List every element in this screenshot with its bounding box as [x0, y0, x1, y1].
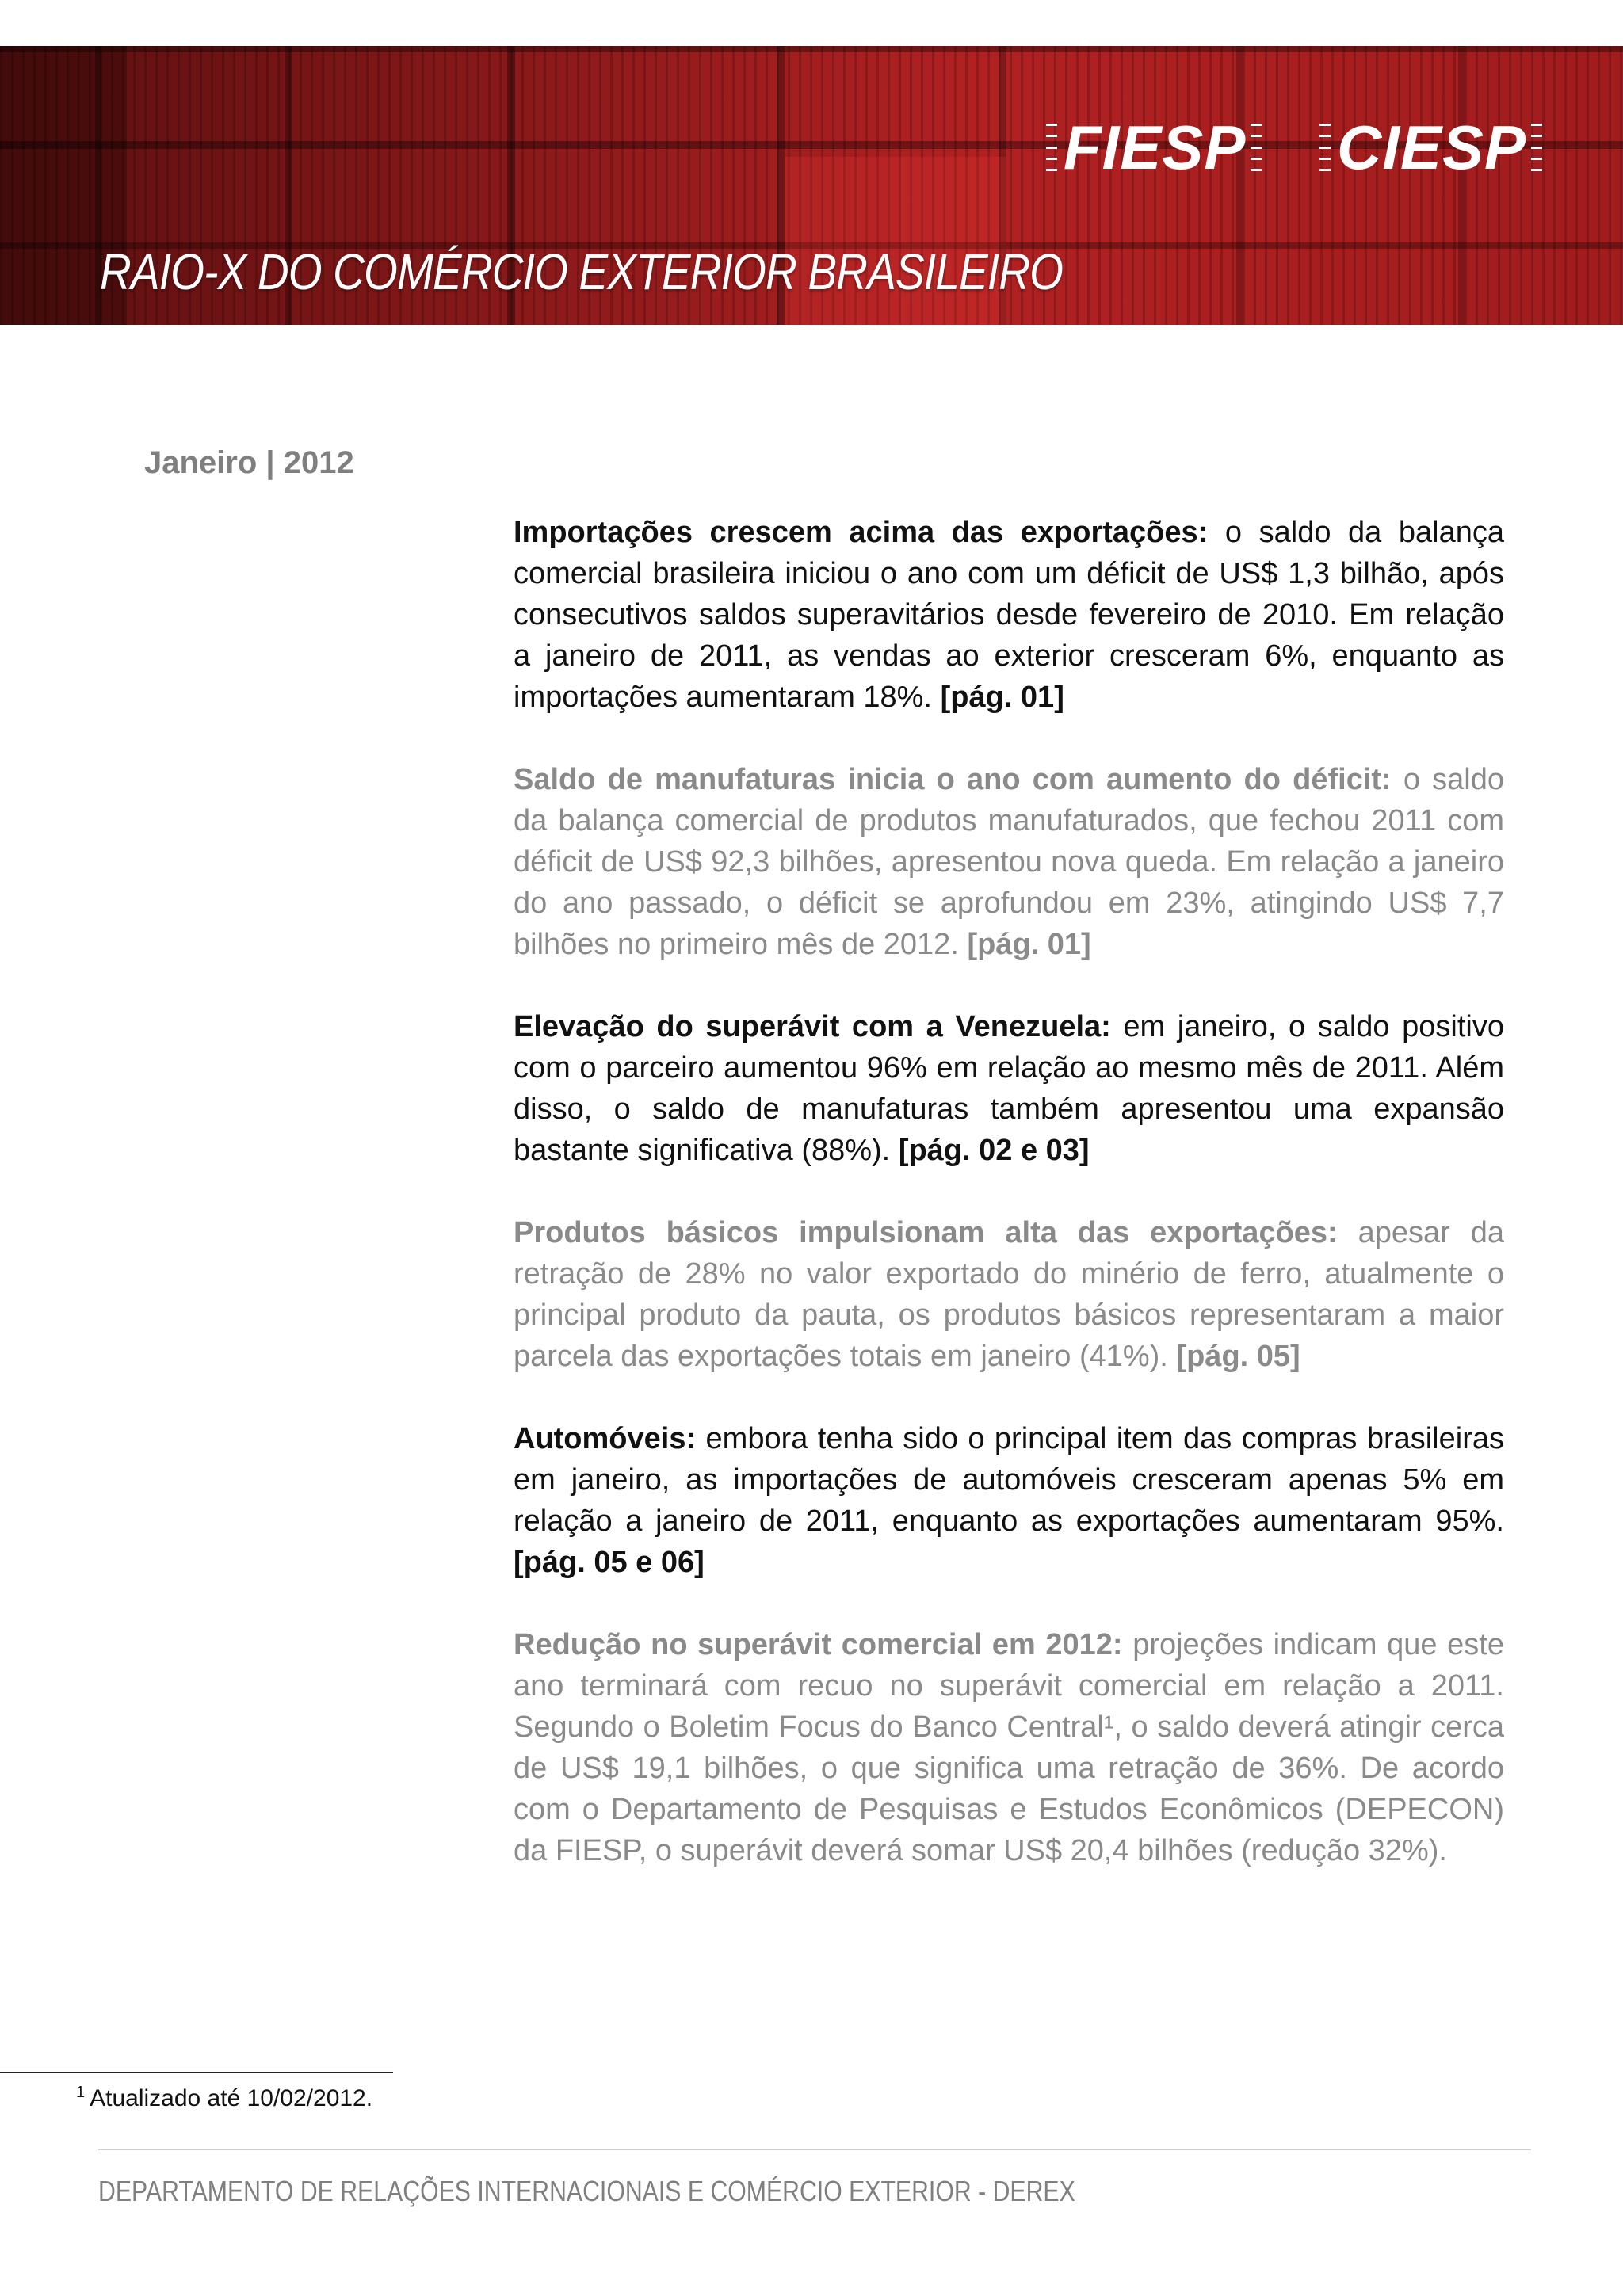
highlight-item: [514, 1624, 1504, 1871]
footnote: [76, 2084, 372, 2112]
highlight-heading: Redução no superávit comercial em 2012:: [514, 1628, 1123, 1661]
footnote-number: 1: [76, 2084, 86, 2101]
logo-bars-icon: [1251, 124, 1262, 171]
logo-bars-icon: [1046, 124, 1057, 171]
page-reference: [pág. 01]: [967, 928, 1091, 961]
highlight-heading: Elevação do superávit com a Venezuela:: [514, 1010, 1111, 1043]
highlight-heading: Saldo de manufaturas inicia o ano com aumento do déficit:: [514, 763, 1392, 796]
ciesp-logo-text: CIESP: [1337, 113, 1527, 182]
page-reference: [pág. 05]: [1176, 1340, 1300, 1373]
footer-divider: [98, 2149, 1531, 2150]
highlight-body: o saldo da balança comercial brasileira iniciou o ano com um déficit de US$ 1,3 bilhão, após consecutivos saldos superavitários desde fevereiro de 2010. Em relação a janeiro de 2011, as vendas ao exterior cresceram 6%, enquanto as importações aumentaram 18%.: [514, 516, 1505, 714]
fiesp-logo: [1046, 108, 1262, 187]
report-date: Janeiro | 2012: [144, 445, 354, 480]
logo-bars-icon: [1319, 124, 1331, 171]
logo-bars-icon: [1531, 124, 1542, 171]
page-reference: [pág. 01]: [940, 681, 1064, 714]
fiesp-logo-text: FIESP: [1064, 113, 1247, 182]
highlight-body: o saldo da balança comercial de produtos manufaturados, que fechou 2011 com déficit de US$ 92,3 bilhões, apresentou nova queda. Em relação a janeiro do ano passado, o déficit se aprofundou em 23%, atingindo US$ 7,7 bilhões no primeiro mês de 2012.: [514, 763, 1505, 961]
footer-department: DEPARTAMENTO DE RELAÇÕES INTERNACIONAIS E COMÉRCIO EXTERIOR - DEREX: [98, 2175, 1075, 2207]
highlight-heading: Produtos básicos impulsionam alta das exportações:: [514, 1216, 1338, 1249]
report-title: RAIO-X DO COMÉRCIO EXTERIOR BRASILEIRO: [100, 243, 1064, 300]
highlight-heading: Automóveis:: [514, 1422, 697, 1455]
highlight-body: embora tenha sido o principal item das compras brasileiras em janeiro, as importações de automóveis cresceram apenas 5% em relação a janeiro de 2011, enquanto as exportações aumentaram 95%.: [514, 1422, 1504, 1538]
highlight-item: [514, 1418, 1504, 1583]
highlight-body: projeções indicam que este ano terminará com recuo no superávit comercial em relação a 2011. Segundo o Boletim Focus do Banco Central¹, o saldo deverá atingir cerca de US$ 19,1 bilhões, o que significa uma retração de 36%. De acordo com o Departamento de Pesquisas e Estudos Econômicos (DEPECON) da FIESP, o superávit deverá somar US$ 20,4 bilhões (redução 32%).: [514, 1628, 1505, 1867]
highlight-heading: Importações crescem acima das exportações:: [514, 516, 1209, 549]
page-reference: [pág. 05 e 06]: [514, 1546, 705, 1579]
highlight-body: apesar da retração de 28% no valor exportado do minério de ferro, atualmente o principal produto da pauta, os produtos básicos representaram a maior parcela das exportações totais em janeiro (41%).: [514, 1216, 1505, 1373]
highlight-body: em janeiro, o saldo positivo com o parceiro aumentou 96% em relação ao mesmo mês de 2011. Além disso, o saldo de manufaturas também apresentou uma expansão bastante significativa (88%).: [514, 1010, 1504, 1167]
highlight-item: [514, 512, 1504, 718]
header-banner: [0, 46, 1623, 325]
highlights-list: [514, 512, 1504, 1913]
highlight-item: [514, 759, 1504, 965]
highlight-item: [514, 1212, 1504, 1377]
footnote-divider: [0, 2072, 393, 2073]
footnote-text: Atualizado até 10/02/2012.: [90, 2085, 373, 2111]
ciesp-logo: [1319, 108, 1542, 187]
page-reference: [pág. 02 e 03]: [898, 1134, 1090, 1167]
highlight-item: [514, 1006, 1504, 1171]
